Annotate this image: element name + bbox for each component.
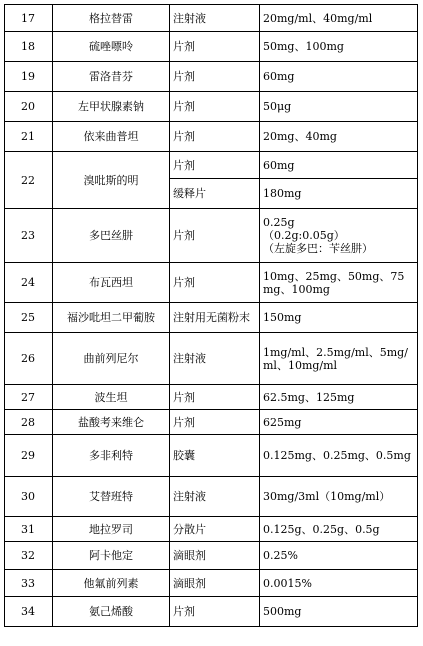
- dosage-form: 片剂: [170, 152, 260, 179]
- drug-name: 艾替班特: [53, 477, 170, 517]
- row-number: 28: [5, 410, 53, 435]
- specification: 625mg: [260, 410, 418, 435]
- dosage-form: 滴眼剂: [170, 570, 260, 597]
- specification: 20mg/ml、40mg/ml: [260, 5, 418, 32]
- dosage-form: 片剂: [170, 209, 260, 263]
- spec-line: 0.25g: [263, 216, 295, 229]
- drug-name: 盐酸考来维仑: [53, 410, 170, 435]
- table-row: [5, 385, 418, 410]
- row-number: 22: [5, 152, 53, 209]
- dosage-form: 片剂: [170, 62, 260, 92]
- specification: 0.0015%: [260, 570, 418, 597]
- table-row: [5, 570, 418, 597]
- specification: 60mg: [260, 62, 418, 92]
- dosage-form: 滴眼剂: [170, 542, 260, 570]
- drug-name: 福沙吡坦二甲葡胺: [53, 303, 170, 333]
- drug-name: 格拉替雷: [53, 5, 170, 32]
- spec-line: （0.2g:0.05g）: [263, 229, 345, 242]
- specification: 0.125mg、0.25mg、0.5mg: [260, 435, 418, 477]
- row-number: 30: [5, 477, 53, 517]
- table-row: [5, 62, 418, 92]
- drug-name: 多非利特: [53, 435, 170, 477]
- table-row: [5, 435, 418, 477]
- drug-name: 地拉罗司: [53, 517, 170, 542]
- dosage-form: 注射液: [170, 477, 260, 517]
- row-number: 20: [5, 92, 53, 122]
- dosage-form: 片剂: [170, 385, 260, 410]
- table-row: [5, 333, 418, 385]
- table-row: [5, 5, 418, 32]
- dosage-form: 注射液: [170, 333, 260, 385]
- drug-name: 阿卡他定: [53, 542, 170, 570]
- table-row: [5, 477, 418, 517]
- table-row: [5, 122, 418, 152]
- specification: 10mg、25mg、50mg、75mg、100mg: [260, 263, 418, 303]
- specification: 50mg、100mg: [260, 32, 418, 62]
- row-number: 19: [5, 62, 53, 92]
- dosage-form: 片剂: [170, 410, 260, 435]
- dosage-form: 注射液: [170, 5, 260, 32]
- specification: 500mg: [260, 597, 418, 627]
- row-number: 18: [5, 32, 53, 62]
- drug-name: 左甲状腺素钠: [53, 92, 170, 122]
- dosage-form: 片剂: [170, 122, 260, 152]
- dosage-form: 片剂: [170, 597, 260, 627]
- drug-name: 波生坦: [53, 385, 170, 410]
- row-number: 24: [5, 263, 53, 303]
- drug-name: 氨己烯酸: [53, 597, 170, 627]
- specification: 60mg: [260, 152, 418, 179]
- table-row: [5, 92, 418, 122]
- table-row: [5, 597, 418, 627]
- specification: 180mg: [260, 179, 418, 209]
- drug-name: 依来曲普坦: [53, 122, 170, 152]
- drug-name: 曲前列尼尔: [53, 333, 170, 385]
- table-row: [5, 152, 418, 179]
- table-row: [5, 209, 418, 263]
- specification: 0.125g、0.25g、0.5g: [260, 517, 418, 542]
- dosage-form: 分散片: [170, 517, 260, 542]
- specification: 150mg: [260, 303, 418, 333]
- row-number: 21: [5, 122, 53, 152]
- specification: 50μg: [260, 92, 418, 122]
- drug-name: 多巴丝肼: [53, 209, 170, 263]
- table-row: [5, 517, 418, 542]
- dosage-form: 胶囊: [170, 435, 260, 477]
- table-row: [5, 32, 418, 62]
- drug-name: 溴吡斯的明: [53, 152, 170, 209]
- drug-name: 硫唑嘌呤: [53, 32, 170, 62]
- dosage-form: 片剂: [170, 32, 260, 62]
- row-number: 23: [5, 209, 53, 263]
- table-row: [5, 410, 418, 435]
- row-number: 32: [5, 542, 53, 570]
- dosage-form: 片剂: [170, 92, 260, 122]
- specification: 1mg/ml、2.5mg/ml、5mg/ml、10mg/ml: [260, 333, 418, 385]
- dosage-form: 片剂: [170, 263, 260, 303]
- drug-name: 他氟前列素: [53, 570, 170, 597]
- row-number: 26: [5, 333, 53, 385]
- row-number: 25: [5, 303, 53, 333]
- drug-name: 布瓦西坦: [53, 263, 170, 303]
- specification: 30mg/3ml（10mg/ml）: [260, 477, 418, 517]
- drug-spec-table: [4, 4, 418, 627]
- specification: 20mg、40mg: [260, 122, 418, 152]
- table-row: [5, 303, 418, 333]
- drug-name: 雷洛昔芬: [53, 62, 170, 92]
- specification: [260, 209, 418, 263]
- row-number: 34: [5, 597, 53, 627]
- specification: 62.5mg、125mg: [260, 385, 418, 410]
- row-number: 29: [5, 435, 53, 477]
- dosage-form: 注射用无菌粉末: [170, 303, 260, 333]
- row-number: 27: [5, 385, 53, 410]
- table-row: [5, 542, 418, 570]
- spec-line: （左旋多巴：苄丝肼）: [263, 242, 373, 255]
- row-number: 33: [5, 570, 53, 597]
- row-number: 17: [5, 5, 53, 32]
- table-row: [5, 263, 418, 303]
- specification: 0.25%: [260, 542, 418, 570]
- row-number: 31: [5, 517, 53, 542]
- dosage-form: 缓释片: [170, 179, 260, 209]
